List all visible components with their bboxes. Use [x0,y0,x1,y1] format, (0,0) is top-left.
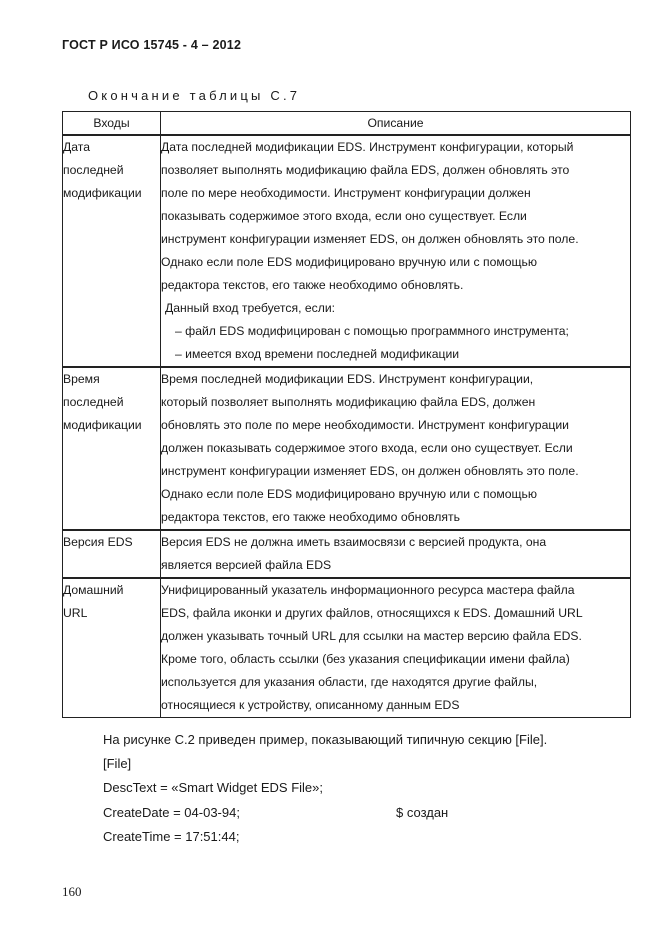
table-row [63,578,631,718]
description-line: редактора текстов, его также необходимо обновлять [161,510,460,524]
input-cell: Дата последней модификации [63,135,161,367]
description-line: редактора текстов, его также необходимо обновлять. [161,278,464,292]
description-line: является версией файла EDS [161,558,332,572]
description-line: Унифицированный указатель информационного ресурса мастера файла [161,583,575,597]
intro-paragraph: На рисунке С.2 приведен пример, показывающий типичную секцию [File]. [103,732,548,747]
description-line: который позволяет выполнять модификацию файла EDS, должен [161,395,536,409]
description-line: используется для указания области, где находятся другие файлы, [161,675,538,689]
eds-file-table [62,111,631,718]
document-header: ГОСТ Р ИСО 15745 - 4 – 2012 [62,38,242,52]
input-cell: Время последней модификации [63,367,161,530]
description-line: Однако если поле EDS модифицировано вручную или с помощью [161,255,538,269]
page-number: 160 [62,884,82,899]
description-line: обновлять это поле по мере необходимости. Инструмент конфигурации [161,418,569,432]
table-row [63,135,631,367]
description-cell [161,530,631,578]
description-line: инструмент конфигурации изменяет EDS, он должен обновлять это поле. [161,232,579,246]
code-createdate-line: CreateDate = 04-03-94; [103,805,240,820]
code-desctext-line: DescText = «Smart Widget EDS File»; [103,780,323,795]
table-caption: Окончание таблицы С.7 [88,88,301,103]
description-line: Однако если поле EDS модифицировано вручную или с помощью [161,487,538,501]
description-line: относящиеся к устройству, описанному данным EDS [161,698,460,712]
input-cell: Версия EDS [63,530,161,578]
input-cell: Домашний URL [63,578,161,718]
description-line: показывать содержимое этого входа, если оно существует. Если [161,209,527,223]
description-line: Кроме того, область ссылки (без указания спецификации имени файла) [161,652,570,666]
list-item: – файл EDS модифицирован с помощью программного инструмента; [175,324,569,338]
description-line: поле по мере необходимости. Инструмент конфигурации должен [161,186,531,200]
description-line: должен указывать точный URL для ссылки на мастер версию файла EDS. [161,629,582,643]
description-cell [161,578,631,718]
description-line: Данный вход требуется, если: [165,301,336,315]
table-row [63,367,631,530]
description-line: Дата последней модификации EDS. Инструмент конфигурации, который [161,140,574,154]
list-item: – имеется вход времени последней модификации [175,347,460,361]
description-line: EDS, файла иконки и других файлов, относящихся к EDS. Домашний URL [161,606,583,620]
description-cell [161,135,631,367]
description-line: инструмент конфигурации изменяет EDS, он должен обновлять это поле. [161,464,579,478]
column-header-inputs: Входы [63,112,161,136]
description-line: позволяет выполнять модификацию файла EDS, должен обновлять это [161,163,570,177]
description-line: должен показывать содержимое этого входа, если оно существует. Если [161,441,573,455]
code-createtime-line: CreateTime = 17:51:44; [103,829,240,844]
table-header-row [63,112,631,136]
column-header-description: Описание [161,112,631,136]
code-section-line: [File] [103,756,132,771]
description-line: Версия EDS не должна иметь взаимосвязи с версией продукта, она [161,535,547,549]
table-row [63,530,631,578]
description-line: Время последней модификации EDS. Инструмент конфигурации, [161,372,534,386]
code-comment: $ создан [396,805,449,820]
description-cell [161,367,631,530]
